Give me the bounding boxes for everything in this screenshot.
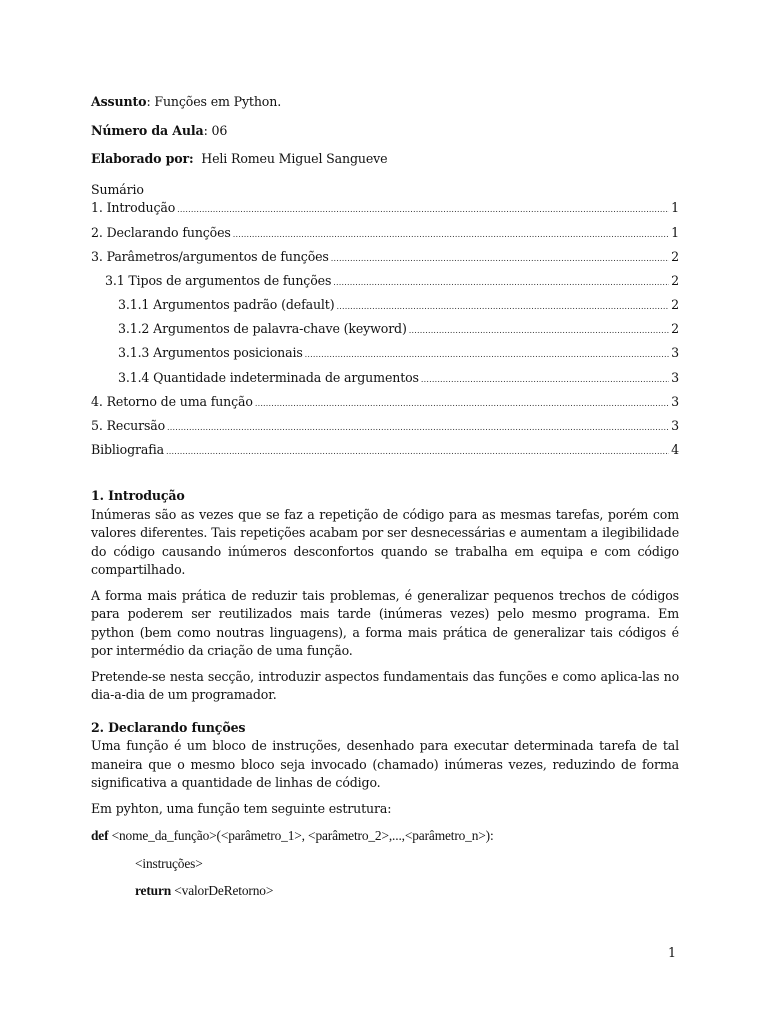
toc-item[interactable] <box>91 393 679 412</box>
assunto-label: Assunto <box>91 94 147 109</box>
code-return-value: <valorDeRetorno> <box>171 883 274 899</box>
toc-leader <box>333 274 669 293</box>
elaborado-label: Elaborado por: <box>91 151 194 166</box>
toc-item[interactable] <box>91 296 679 315</box>
toc-leader <box>255 395 669 414</box>
toc-item-label: 3.1.4 Quantidade indeterminada de argumentos <box>118 369 419 385</box>
toc-item[interactable] <box>91 441 679 460</box>
page-content <box>91 93 679 901</box>
toc-item-page: 3 <box>671 418 679 433</box>
toc-item-page: 4 <box>671 442 679 458</box>
toc-item[interactable] <box>91 248 679 267</box>
code-return-line <box>91 882 679 901</box>
code-def-line <box>91 827 679 846</box>
toc-leader <box>166 443 669 462</box>
section-heading-introducao: 1. Introdução <box>91 488 185 504</box>
toc-item-label: 1. Introdução <box>91 200 176 215</box>
assunto-value: : Funções em Python. <box>146 94 282 109</box>
toc-item-label: 3.1.2 Argumentos de palavra-chave (keyword) <box>118 321 407 337</box>
toc-item-label: 3.1.1 Argumentos padrão (default) <box>118 297 335 313</box>
toc-leader <box>177 201 669 220</box>
toc-leader <box>331 250 669 269</box>
toc-item-label: Bibliografia <box>91 442 164 458</box>
toc-item-label: 2. Declarando funções <box>91 224 231 240</box>
toc-item-page: 1 <box>671 200 679 215</box>
code-return-keyword: return <box>135 883 172 899</box>
toc-item[interactable] <box>91 369 679 388</box>
meta-assunto <box>91 93 679 112</box>
code-body: <instruções> <box>135 855 203 871</box>
toc-leader <box>409 322 669 341</box>
toc-title: Sumário <box>91 181 144 197</box>
section-heading-declarando: 2. Declarando funções <box>91 719 246 735</box>
toc-item[interactable] <box>91 320 679 339</box>
declarando-paragraph-2: Em pyhton, uma função tem seguinte estrutura: <box>91 800 392 816</box>
toc-item[interactable] <box>91 344 679 363</box>
elaborado-value: Heli Romeu Miguel Sangueve <box>193 151 388 166</box>
toc-item-label: 5. Recursão <box>91 418 166 433</box>
code-def-signature: <nome_da_função>(<parâmetro_1>, <parâmetro_2>,...,<parâmetro_n>): <box>108 828 494 844</box>
intro-paragraph-3: Pretende-se nesta secção, introduzir aspectos fundamentais das funções e como aplica-las no dia-a-dia de um programador. <box>91 668 679 703</box>
aula-label: Número da Aula <box>91 122 204 138</box>
toc-item-page: 2 <box>671 297 679 313</box>
meta-aula <box>91 122 679 141</box>
intro-paragraph-1: Inúmeras são as vezes que se faz a repetição de código para as mesmas tarefas, porém com valores diferentes. Tais repetições acabam por ser desnecessárias e aumentam a ilegibilidade do código causando inúmeros desconfortos quando se trabalha em equipa e com código compartilhado. <box>91 506 679 578</box>
code-body-line <box>91 855 679 874</box>
toc-item[interactable] <box>91 224 679 243</box>
page-number: 1 <box>668 945 677 960</box>
toc-item-page: 2 <box>671 321 679 337</box>
meta-elaborado <box>91 150 679 169</box>
aula-value: : 06 <box>203 122 228 138</box>
declarando-paragraph-1: Uma função é um bloco de instruções, desenhado para executar determinada tarefa de tal maneira que o mesmo bloco seja invocado (chamado) inúmeras vezes, reduzindo de forma significativa a quantidade de linhas de código. <box>91 738 679 791</box>
table-of-contents <box>91 199 679 460</box>
toc-item[interactable] <box>91 272 679 291</box>
toc-item[interactable] <box>91 417 679 436</box>
spacer <box>91 465 679 487</box>
spacer <box>91 712 679 719</box>
toc-leader <box>421 371 669 390</box>
toc-leader <box>167 419 669 438</box>
intro-paragraph-2: A forma mais prática de reduzir tais problemas, é generalizar pequenos trechos de códigos para poderem ser reutilizados mais tarde (inúmeras vezes) pelo mesmo programa. Em python (bem como noutras linguagens), a forma mais prática de generalizar tais códigos é por intermédio da criação de uma função. <box>91 587 679 659</box>
code-def-keyword: def <box>91 828 109 844</box>
toc-item-page: 3 <box>671 369 679 385</box>
toc-item-label: 3. Parâmetros/argumentos de funções <box>91 248 329 264</box>
toc-leader <box>336 298 669 317</box>
toc-leader <box>305 346 669 365</box>
toc-item-page: 2 <box>671 272 679 288</box>
toc-item-label: 3.1.3 Argumentos posicionais <box>118 345 303 361</box>
toc-item-label: 4. Retorno de uma função <box>91 393 253 409</box>
toc-item-label: 3.1 Tipos de argumentos de funções <box>105 272 332 288</box>
toc-leader <box>233 226 669 245</box>
toc-item-page: 1 <box>671 224 679 240</box>
toc-item-page: 3 <box>671 393 679 409</box>
toc-item[interactable] <box>91 199 679 218</box>
toc-item-page: 2 <box>671 248 679 264</box>
toc-item-page: 3 <box>671 345 679 361</box>
